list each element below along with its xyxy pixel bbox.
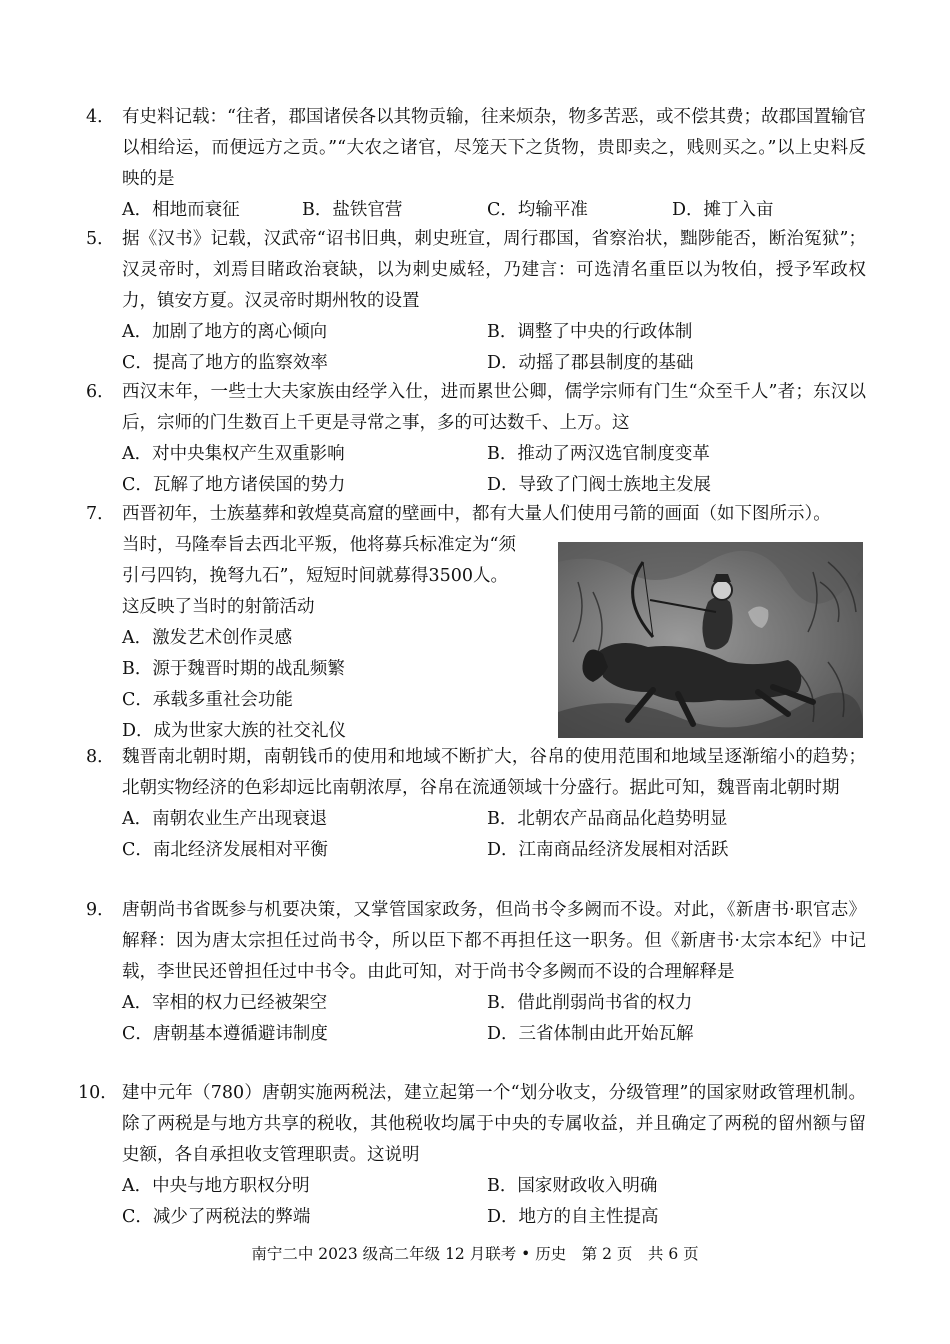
page-footer: 南宁二中 2023 级高二年级 12 月联考 • 历史 第 2 页 共 6 页 [251, 1245, 699, 1263]
mural-archer-on-horse-image [558, 542, 863, 738]
question-6 [86, 377, 866, 501]
options [122, 195, 866, 226]
options [122, 1171, 866, 1233]
option-d: D．三省体制由此开始瓦解 [487, 1024, 694, 1044]
question-stem-line-3: 引弓四钧，挽弩九石”，短短时间就募得3500人。 [122, 566, 508, 586]
option-b: B．调整了中央的行政体制 [487, 322, 693, 342]
options [122, 317, 866, 379]
question-stem: 魏晋南北朝时期，南朝钱币的使用和地域不断扩大，谷帛的使用范围和地域呈逐渐缩小的趋势；北朝实物经济的色彩却远比南朝浓厚，谷帛在流通领域十分盛行。据此可知，魏晋南北朝时期 [122, 747, 866, 798]
question-stem: 建中元年（780）唐朝实施两税法，建立起第一个“划分收支，分级管理”的国家财政管理机制。除了两税是与地方共享的税收，其他税收均属于中央的专属收益，并且确定了两税的留州额与留史额，各自承担收支管理职责。这说明 [122, 1083, 866, 1165]
option-a: A．激发艺术创作灵感 [122, 628, 293, 648]
option-d: D．导致了门阀士族地主发展 [487, 475, 712, 495]
question-number: 10． [78, 1083, 118, 1103]
option-a: A．对中央集权产生双重影响 [122, 444, 345, 464]
option-d: D．地方的自主性提高 [487, 1207, 659, 1227]
question-4 [86, 102, 866, 226]
option-d: D．动摇了郡县制度的基础 [487, 353, 694, 373]
question-number: 8． [86, 747, 115, 767]
option-a: A．相地而衰征 [122, 200, 240, 220]
question-10 [78, 1078, 866, 1233]
question-number: 7． [86, 504, 115, 524]
options [122, 988, 866, 1050]
option-c: C．均输平准 [487, 200, 588, 220]
question-stem: 有史料记载：“往者，郡国诸侯各以其物贡输，往来烦杂，物多苦恶，或不偿其费；故郡国置输官以相给运，而便远方之贡。”“大农之诸官，尽笼天下之货物，贵即卖之，贱则买之。”以上史料反映的是 [122, 107, 866, 189]
question-stem: 据《汉书》记载，汉武帝“诏书旧典，刺史班宣，周行郡国，省察治状，黜陟能否，断治冤狱”；汉灵帝时，刘焉目睹政治衰缺，以为刺史威轻，乃建言：可选清名重臣以为牧伯，授予军政权力，镇安方夏。汉灵帝时期州牧的设置 [122, 229, 866, 311]
option-c: C．唐朝基本遵循避讳制度 [122, 1024, 328, 1044]
question-number: 6． [86, 382, 115, 402]
question-8 [86, 742, 866, 866]
option-b: B．盐铁官营 [302, 200, 403, 220]
question-5 [86, 224, 866, 379]
option-d: D．摊丁入亩 [672, 200, 774, 220]
option-c: C．提高了地方的监察效率 [122, 353, 328, 373]
option-d: D．成为世家大族的社交礼仪 [122, 721, 347, 741]
option-b: B．北朝农产品商品化趋势明显 [487, 809, 728, 829]
option-c: C．承载多重社会功能 [122, 690, 293, 710]
option-b: B．源于魏晋时期的战乱频繁 [122, 659, 345, 679]
option-c: C．瓦解了地方诸侯国的势力 [122, 475, 346, 495]
option-b: B．借此削弱尚书省的权力 [487, 993, 693, 1013]
question-number: 9． [86, 900, 115, 920]
option-b: B．推动了两汉选官制度变革 [487, 444, 710, 464]
question-stem: 唐朝尚书省既参与机要决策，又掌管国家政务，但尚书令多阙而不设。对此，《新唐书·职官志》解释：因为唐太宗担任过尚书令，所以臣下都不再担任这一职务。但《新唐书·太宗本纪》中记载，李世民还曾担任过中书令。由此可知，对于尚书令多阙而不设的合理解释是 [122, 900, 866, 982]
option-c: C．减少了两税法的弊端 [122, 1207, 311, 1227]
question-stem-line-4: 这反映了当时的射箭活动 [122, 597, 315, 617]
option-a: A．南朝农业生产出现衰退 [122, 809, 328, 829]
option-d: D．江南商品经济发展相对活跃 [487, 840, 729, 860]
option-b: B．国家财政收入明确 [487, 1176, 658, 1196]
options [122, 439, 866, 501]
question-9 [86, 895, 866, 1050]
option-a: A．中央与地方职权分明 [122, 1176, 310, 1196]
question-number: 5． [86, 229, 115, 249]
question-stem-line-1: 西晋初年，士族墓葬和敦煌莫高窟的壁画中，都有大量人们使用弓箭的画面（如下图所示）。 [122, 504, 831, 524]
option-c: C．南北经济发展相对平衡 [122, 840, 328, 860]
options [122, 804, 866, 866]
question-stem: 西汉末年，一些士大夫家族由经学入仕，进而累世公卿，儒学宗师有门生“众至千人”者；东汉以后，宗师的门生数百上千更是寻常之事，多的可达数千、上万。这 [122, 382, 866, 433]
option-a: A．加剧了地方的离心倾向 [122, 322, 328, 342]
question-stem-line-2: 当时，马隆奉旨去西北平叛，他将募兵标准定为“须 [122, 535, 516, 555]
option-a: A．宰相的权力已经被架空 [122, 993, 328, 1013]
question-number: 4． [86, 107, 115, 127]
